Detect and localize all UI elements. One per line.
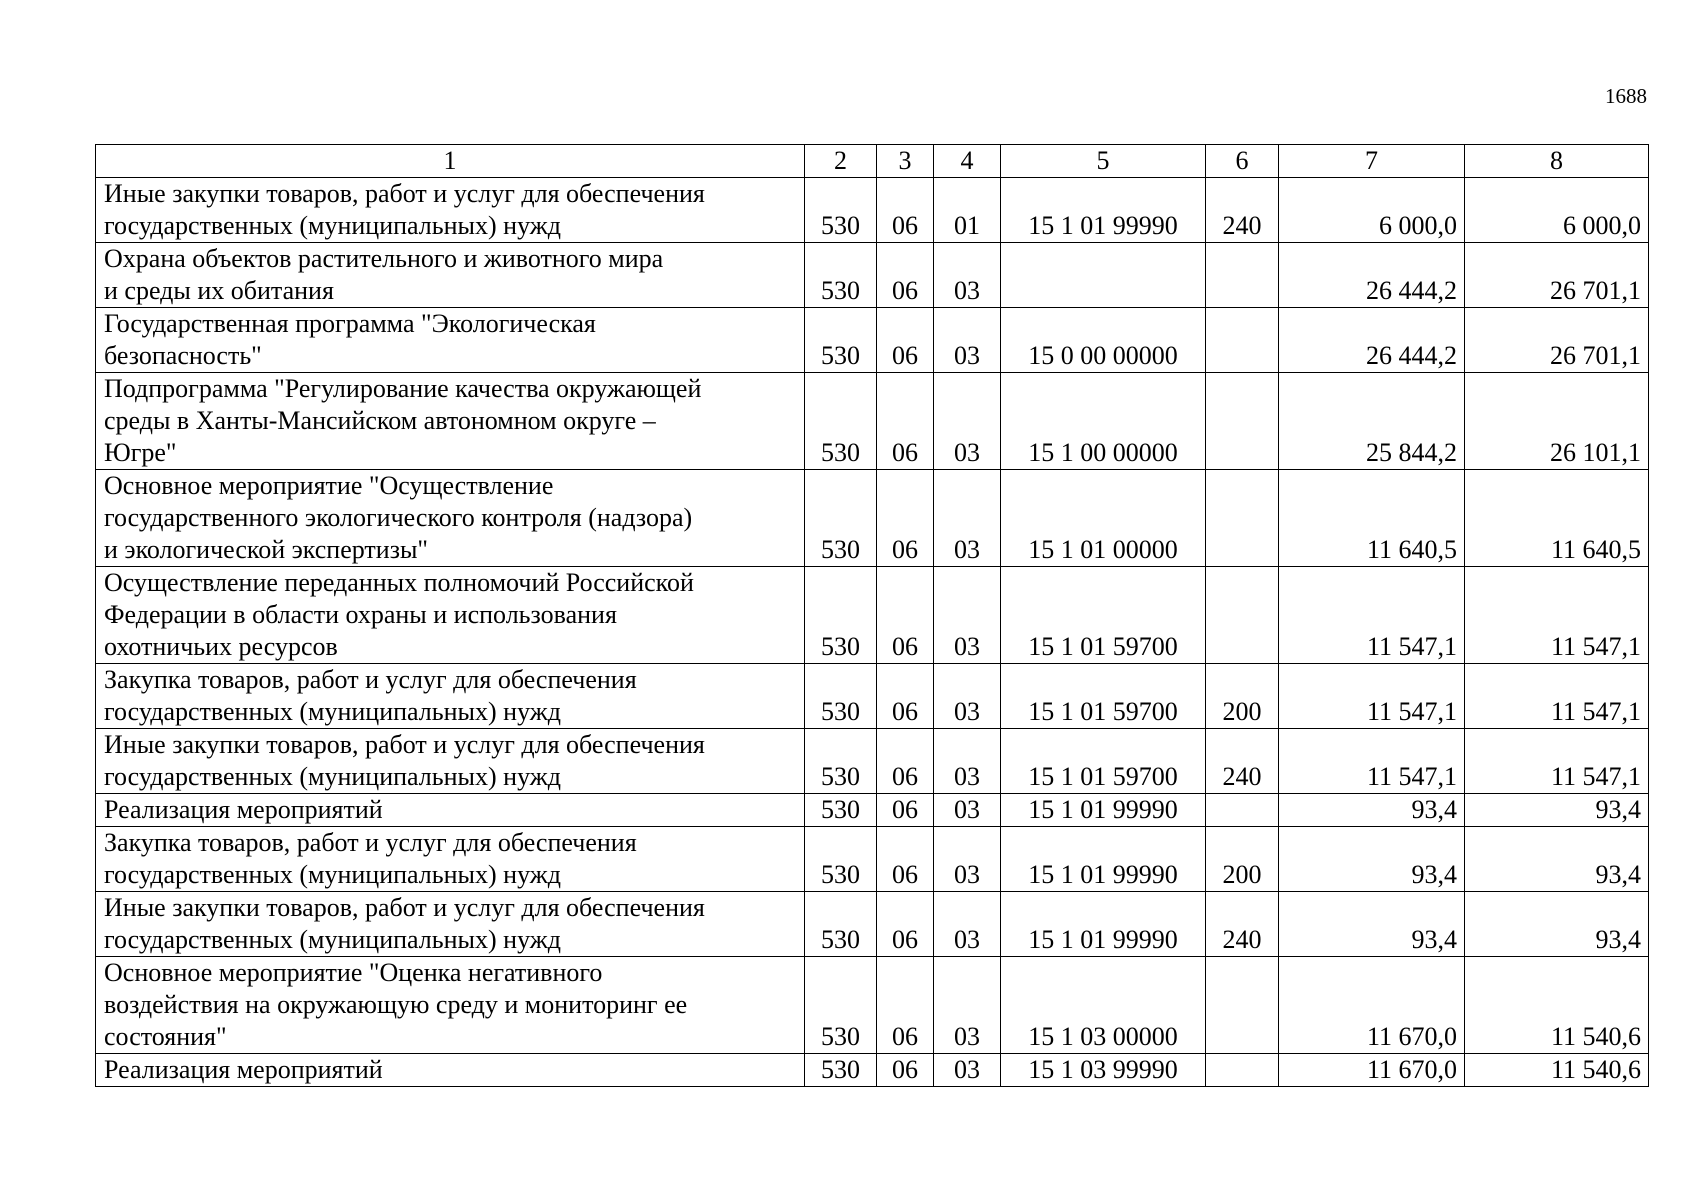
section-code-cell: 530	[805, 729, 877, 794]
section-code-cell: 530	[805, 373, 877, 470]
item-name-cell	[96, 308, 805, 373]
table-row	[96, 827, 1649, 892]
item-name-cell	[96, 1054, 805, 1087]
expense-type-cell: 240	[1206, 892, 1279, 957]
section-code-cell: 530	[805, 178, 877, 243]
page-number: 1688	[1605, 84, 1647, 108]
header-cell-1: 1	[96, 145, 805, 178]
amount-year1-cell: 11 670,0	[1279, 1054, 1465, 1087]
item-name-cell	[96, 957, 805, 1054]
expense-type-cell	[1206, 567, 1279, 664]
subsection-code-cell: 03	[934, 729, 1001, 794]
amount-year2-cell: 93,4	[1465, 794, 1649, 827]
target-article-cell: 15 0 00 00000	[1001, 308, 1206, 373]
amount-year2-cell: 11 547,1	[1465, 664, 1649, 729]
item-name-line: Югре"	[104, 438, 177, 467]
item-name-line: Закупка товаров, работ и услуг для обеспечения	[104, 828, 637, 857]
item-name-line: государственных (муниципальных) нужд	[104, 925, 561, 954]
table-body	[96, 178, 1649, 1087]
amount-year1-cell: 25 844,2	[1279, 373, 1465, 470]
target-article-cell: 15 1 01 00000	[1001, 470, 1206, 567]
item-name-cell	[96, 243, 805, 308]
chapter-code-cell: 06	[877, 567, 934, 664]
item-name-cell	[96, 729, 805, 794]
subsection-code-cell: 03	[934, 470, 1001, 567]
item-name-line: государственного экологического контроля (надзора)	[104, 503, 693, 532]
amount-year2-cell: 11 640,5	[1465, 470, 1649, 567]
table-row	[96, 567, 1649, 664]
target-article-cell: 15 1 01 99990	[1001, 178, 1206, 243]
header-row	[96, 145, 1649, 178]
item-name-line: воздействия на окружающую среду и мониторинг ее	[104, 990, 688, 1019]
section-code-cell: 530	[805, 243, 877, 308]
expense-type-cell: 200	[1206, 664, 1279, 729]
item-name-cell	[96, 794, 805, 827]
section-code-cell: 530	[805, 567, 877, 664]
amount-year1-cell: 93,4	[1279, 827, 1465, 892]
chapter-code-cell: 06	[877, 470, 934, 567]
chapter-code-cell: 06	[877, 1054, 934, 1087]
item-name-line: Реализация мероприятий	[104, 795, 383, 824]
header-cell-6: 6	[1206, 145, 1279, 178]
target-article-cell: 15 1 01 59700	[1001, 567, 1206, 664]
amount-year2-cell: 93,4	[1465, 827, 1649, 892]
target-article-cell	[1001, 243, 1206, 308]
chapter-code-cell: 06	[877, 664, 934, 729]
amount-year1-cell: 93,4	[1279, 794, 1465, 827]
target-article-cell: 15 1 01 59700	[1001, 729, 1206, 794]
table-row	[96, 664, 1649, 729]
expense-type-cell	[1206, 1054, 1279, 1087]
target-article-cell: 15 1 01 99990	[1001, 827, 1206, 892]
section-code-cell: 530	[805, 827, 877, 892]
table-row	[96, 470, 1649, 567]
amount-year2-cell: 11 540,6	[1465, 957, 1649, 1054]
amount-year2-cell: 6 000,0	[1465, 178, 1649, 243]
item-name-line: Осуществление переданных полномочий Российской	[104, 568, 694, 597]
amount-year2-cell: 11 547,1	[1465, 567, 1649, 664]
table-row	[96, 1054, 1649, 1087]
target-article-cell: 15 1 03 00000	[1001, 957, 1206, 1054]
amount-year2-cell: 26 101,1	[1465, 373, 1649, 470]
amount-year1-cell: 11 547,1	[1279, 567, 1465, 664]
expense-type-cell: 240	[1206, 729, 1279, 794]
item-name-line: государственных (муниципальных) нужд	[104, 697, 561, 726]
chapter-code-cell: 06	[877, 178, 934, 243]
table-header	[96, 145, 1649, 178]
chapter-code-cell: 06	[877, 243, 934, 308]
chapter-code-cell: 06	[877, 729, 934, 794]
table-row	[96, 373, 1649, 470]
table-row	[96, 729, 1649, 794]
section-code-cell: 530	[805, 892, 877, 957]
header-cell-2: 2	[805, 145, 877, 178]
item-name-line: Реализация мероприятий	[104, 1055, 383, 1084]
item-name-cell	[96, 567, 805, 664]
item-name-line: государственных (муниципальных) нужд	[104, 211, 561, 240]
item-name-line: Основное мероприятие "Оценка негативного	[104, 958, 603, 987]
header-cell-7: 7	[1279, 145, 1465, 178]
target-article-cell: 15 1 01 99990	[1001, 794, 1206, 827]
expense-type-cell	[1206, 308, 1279, 373]
subsection-code-cell: 03	[934, 373, 1001, 470]
chapter-code-cell: 06	[877, 373, 934, 470]
expense-type-cell	[1206, 373, 1279, 470]
table-row	[96, 794, 1649, 827]
subsection-code-cell: 03	[934, 892, 1001, 957]
table-row	[96, 892, 1649, 957]
amount-year1-cell: 11 640,5	[1279, 470, 1465, 567]
section-code-cell: 530	[805, 957, 877, 1054]
chapter-code-cell: 06	[877, 957, 934, 1054]
header-cell-3: 3	[877, 145, 934, 178]
item-name-line: и экологической экспертизы"	[104, 535, 429, 564]
chapter-code-cell: 06	[877, 827, 934, 892]
amount-year1-cell: 11 547,1	[1279, 729, 1465, 794]
item-name-line: государственных (муниципальных) нужд	[104, 762, 561, 791]
amount-year1-cell: 93,4	[1279, 892, 1465, 957]
header-cell-8: 8	[1465, 145, 1649, 178]
item-name-line: государственных (муниципальных) нужд	[104, 860, 561, 889]
subsection-code-cell: 03	[934, 1054, 1001, 1087]
item-name-line: Охрана объектов растительного и животного мира	[104, 244, 664, 273]
target-article-cell: 15 1 01 99990	[1001, 892, 1206, 957]
chapter-code-cell: 06	[877, 794, 934, 827]
item-name-cell	[96, 373, 805, 470]
section-code-cell: 530	[805, 664, 877, 729]
expense-type-cell	[1206, 794, 1279, 827]
target-article-cell: 15 1 03 99990	[1001, 1054, 1206, 1087]
header-cell-5: 5	[1001, 145, 1206, 178]
chapter-code-cell: 06	[877, 892, 934, 957]
expense-type-cell	[1206, 470, 1279, 567]
amount-year1-cell: 26 444,2	[1279, 243, 1465, 308]
item-name-cell	[96, 664, 805, 729]
subsection-code-cell: 03	[934, 308, 1001, 373]
amount-year1-cell: 6 000,0	[1279, 178, 1465, 243]
item-name-line: Подпрограмма "Регулирование качества окружающей	[104, 374, 702, 403]
table-row	[96, 178, 1649, 243]
expense-type-cell: 200	[1206, 827, 1279, 892]
amount-year1-cell: 26 444,2	[1279, 308, 1465, 373]
section-code-cell: 530	[805, 794, 877, 827]
subsection-code-cell: 03	[934, 827, 1001, 892]
item-name-cell	[96, 827, 805, 892]
item-name-line: охотничьих ресурсов	[104, 632, 338, 661]
subsection-code-cell: 03	[934, 794, 1001, 827]
amount-year1-cell: 11 547,1	[1279, 664, 1465, 729]
item-name-line: среды в Ханты-Мансийском автономном округе –	[104, 406, 656, 435]
table-row	[96, 308, 1649, 373]
amount-year2-cell: 26 701,1	[1465, 308, 1649, 373]
subsection-code-cell: 01	[934, 178, 1001, 243]
item-name-line: Иные закупки товаров, работ и услуг для обеспечения	[104, 893, 705, 922]
table-row	[96, 243, 1649, 308]
item-name-line: Государственная программа "Экологическая	[104, 309, 596, 338]
item-name-line: и среды их обитания	[104, 276, 334, 305]
item-name-cell	[96, 178, 805, 243]
subsection-code-cell: 03	[934, 664, 1001, 729]
expense-type-cell	[1206, 957, 1279, 1054]
expense-type-cell	[1206, 243, 1279, 308]
section-code-cell: 530	[805, 470, 877, 567]
item-name-line: Федерации в области охраны и использования	[104, 600, 617, 629]
item-name-line: Закупка товаров, работ и услуг для обеспечения	[104, 665, 637, 694]
amount-year2-cell: 11 547,1	[1465, 729, 1649, 794]
amount-year2-cell: 11 540,6	[1465, 1054, 1649, 1087]
chapter-code-cell: 06	[877, 308, 934, 373]
amount-year1-cell: 11 670,0	[1279, 957, 1465, 1054]
item-name-cell	[96, 470, 805, 567]
item-name-line: Основное мероприятие "Осуществление	[104, 471, 554, 500]
subsection-code-cell: 03	[934, 957, 1001, 1054]
item-name-line: безопасность"	[104, 341, 262, 370]
expense-type-cell: 240	[1206, 178, 1279, 243]
item-name-line: Иные закупки товаров, работ и услуг для обеспечения	[104, 179, 705, 208]
subsection-code-cell: 03	[934, 243, 1001, 308]
header-cell-4: 4	[934, 145, 1001, 178]
target-article-cell: 15 1 00 00000	[1001, 373, 1206, 470]
item-name-line: состояния"	[104, 1022, 227, 1051]
table-row	[96, 957, 1649, 1054]
budget-table	[95, 144, 1649, 1087]
amount-year2-cell: 93,4	[1465, 892, 1649, 957]
section-code-cell: 530	[805, 308, 877, 373]
target-article-cell: 15 1 01 59700	[1001, 664, 1206, 729]
item-name-cell	[96, 892, 805, 957]
section-code-cell: 530	[805, 1054, 877, 1087]
subsection-code-cell: 03	[934, 567, 1001, 664]
item-name-line: Иные закупки товаров, работ и услуг для обеспечения	[104, 730, 705, 759]
amount-year2-cell: 26 701,1	[1465, 243, 1649, 308]
